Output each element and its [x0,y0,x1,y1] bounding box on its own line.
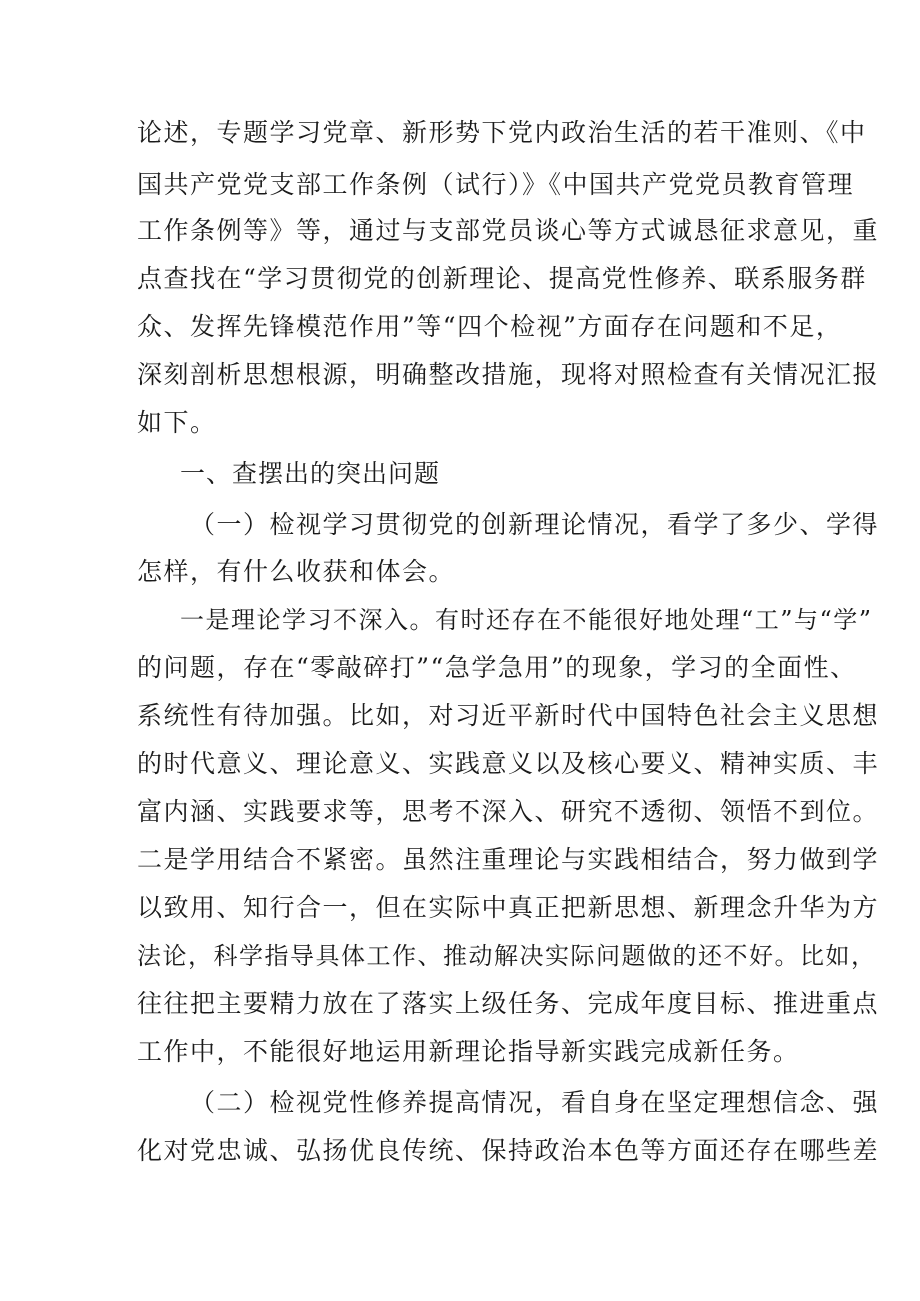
text-line: 论述，专题学习党章、新形势下党内政治生活的若干准则、《中 [137,118,867,147]
text-line: 深刻剖析思想根源，明确整改措施，现将对照检查有关情况汇报 [137,360,880,389]
text-line: 怎样，有什么收获和体会。 [137,557,456,586]
text-line: 的问题，存在“零敲碎打”“急学急用”的现象，学习的全面性、 [137,653,857,682]
text-line: 如下。 [137,408,217,437]
text-line: 点查找在“学习贯彻党的创新理论、提高党性修养、联系服务群 [137,264,867,293]
text-line: 二是学用结合不紧密。虽然注重理论与实践相结合，努力做到学 [137,845,880,874]
subsection-heading: （二）检视党性修养提高情况，看自身在坚定理想信念、强 [190,1088,880,1117]
text-line: 以致用、知行合一，但在实际中真正把新思想、新理念升华为方 [137,893,880,922]
text-line: 富内涵、实践要求等，思考不深入、研究不透彻、领悟不到位。 [137,797,880,826]
subsection-heading: （一）检视学习贯彻党的创新理论情况，看学了多少、学得 [190,510,880,539]
text-line: 众、发挥先锋模范作用”等“四个检视”方面存在问题和不足， [137,312,843,341]
text-line: 国共产党党支部工作条例（试行）》《中国共产党党员教育管理 [137,170,855,199]
text-line: 法论，科学指导具体工作、推动解决实际问题做的还不好。比如， [137,942,877,970]
text-line: 化对党忠诚、弘扬优良传统、保持政治本色等方面还存在哪些差 [137,1136,880,1165]
text-line: 一是理论学习不深入。有时还存在不能很好地处理“工”与“学” [180,606,873,634]
text-line: 往往把主要精力放在了落实上级任务、完成年度目标、推进重点 [137,989,880,1018]
text-line: 工作中，不能很好地运用新理论指导新实践完成新任务。 [137,1037,800,1066]
text-line: 系统性有待加强。比如，对习近平新时代中国特色社会主义思想 [137,701,880,730]
text-line: 的时代意义、理论意义、实践意义以及核心要义、精神实质、丰 [137,749,880,778]
section-heading: 一、查摆出的突出问题 [180,459,441,488]
text-line: 工作条例等》等，通过与支部党员谈心等方式诚恳征求意见，重 [137,216,880,245]
